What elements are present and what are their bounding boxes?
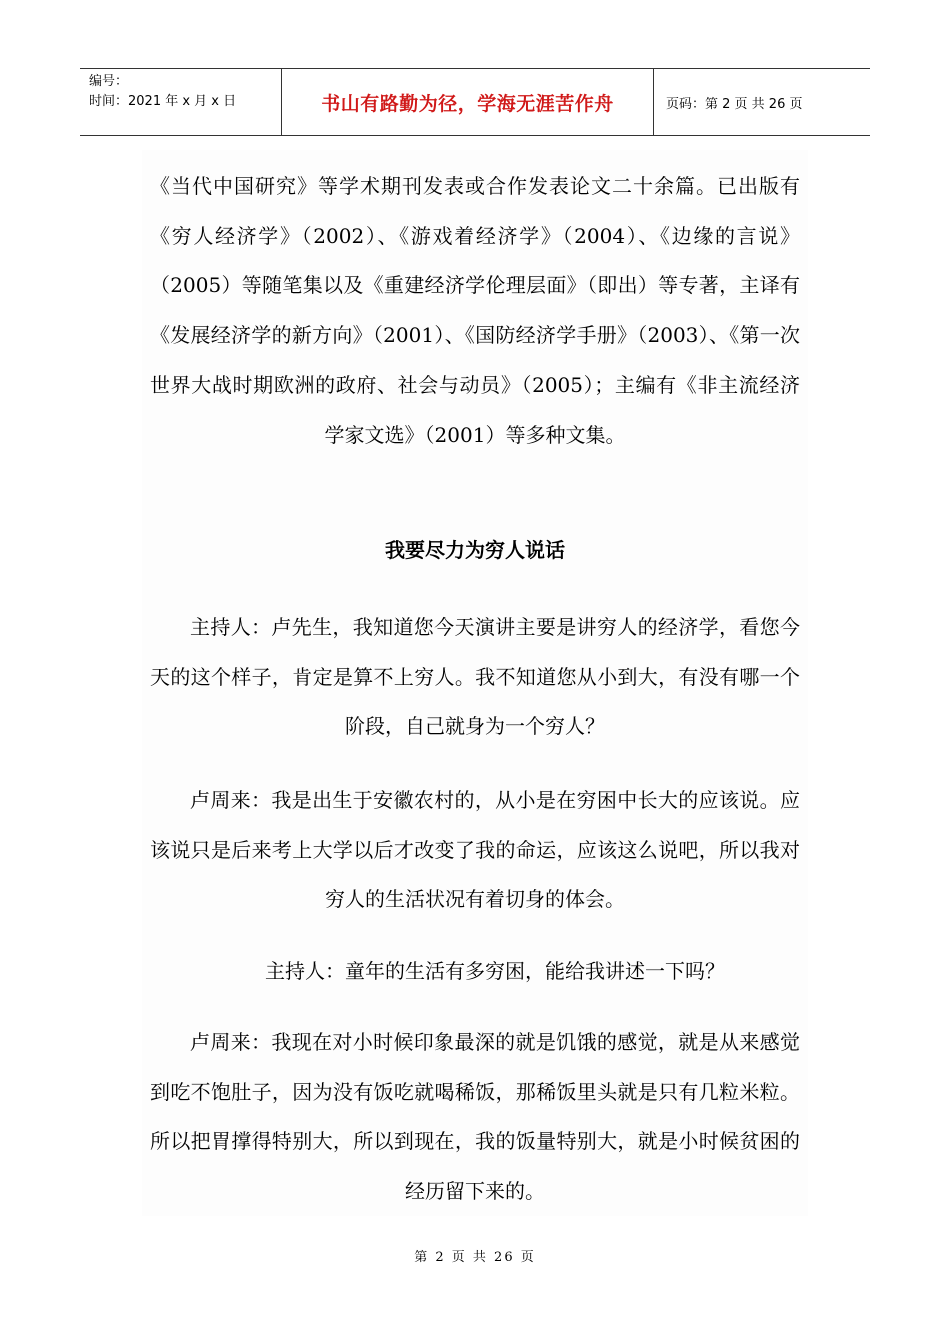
paragraph-answer-1: 卢周来：我是出生于安徽农村的，从小是在穷困中长大的应该说。应该说只是后来考上大学以后才改变了我的命运，应该这么说吧，所以我对穷人的生活状况有着切身的体会。: [150, 788, 800, 912]
header-motto: 书山有路勤为径，学海无涯苦作舟: [282, 69, 654, 135]
paragraph-bio: 《当代中国研究》等学术期刊发表或合作发表论文二十余篇。已出版有《穷人经济学》（2002）、《游戏着经济学》（2004）、《边缘的言说》（2005）等随笔集以及《重建经济学伦理层面》（即出）等专著，主译有《发展经济学的新方向》（2001）、《国防经济学手册》（2003）、《第一次世界大战时期欧洲的政府、社会与动员》（2005）；主编有《非主流经济学家文选》（2001）等多种文集。: [150, 174, 800, 447]
paragraph-answer-2: 卢周来：我现在对小时候印象最深的就是饥饿的感觉，就是从来感觉到吃不饱肚子，因为没有饭吃就喝稀饭，那稀饭里头就是只有几粒米粒。所以把胃撑得特别大，所以到现在，我的饭量特别大，就是小时候贫困的经历留下来的。: [150, 1030, 800, 1204]
section-title: 我要尽力为穷人说话: [385, 538, 565, 562]
document-body: [142, 150, 808, 1216]
paragraph-host-question-1: 主持人：卢先生，我知道您今天演讲主要是讲穷人的经济学，看您今天的这个样子，肯定是算不上穷人。我不知道您从小到大，有没有哪一个阶段，自己就身为一个穷人？: [150, 615, 800, 739]
header-meta: [80, 69, 282, 135]
header-page-label: 页码：第 2 页 共 26 页: [666, 96, 803, 112]
page-footer: 第 2 页 共 26 页: [414, 1250, 536, 1265]
document-header: [80, 68, 870, 136]
time-label: 时间：2021 年 x 月 x 日: [89, 94, 237, 109]
paragraph-host-question-2: 主持人：童年的生活有多穷困，能给我讲述一下吗？: [265, 959, 725, 983]
number-label: 编号：: [89, 74, 129, 89]
